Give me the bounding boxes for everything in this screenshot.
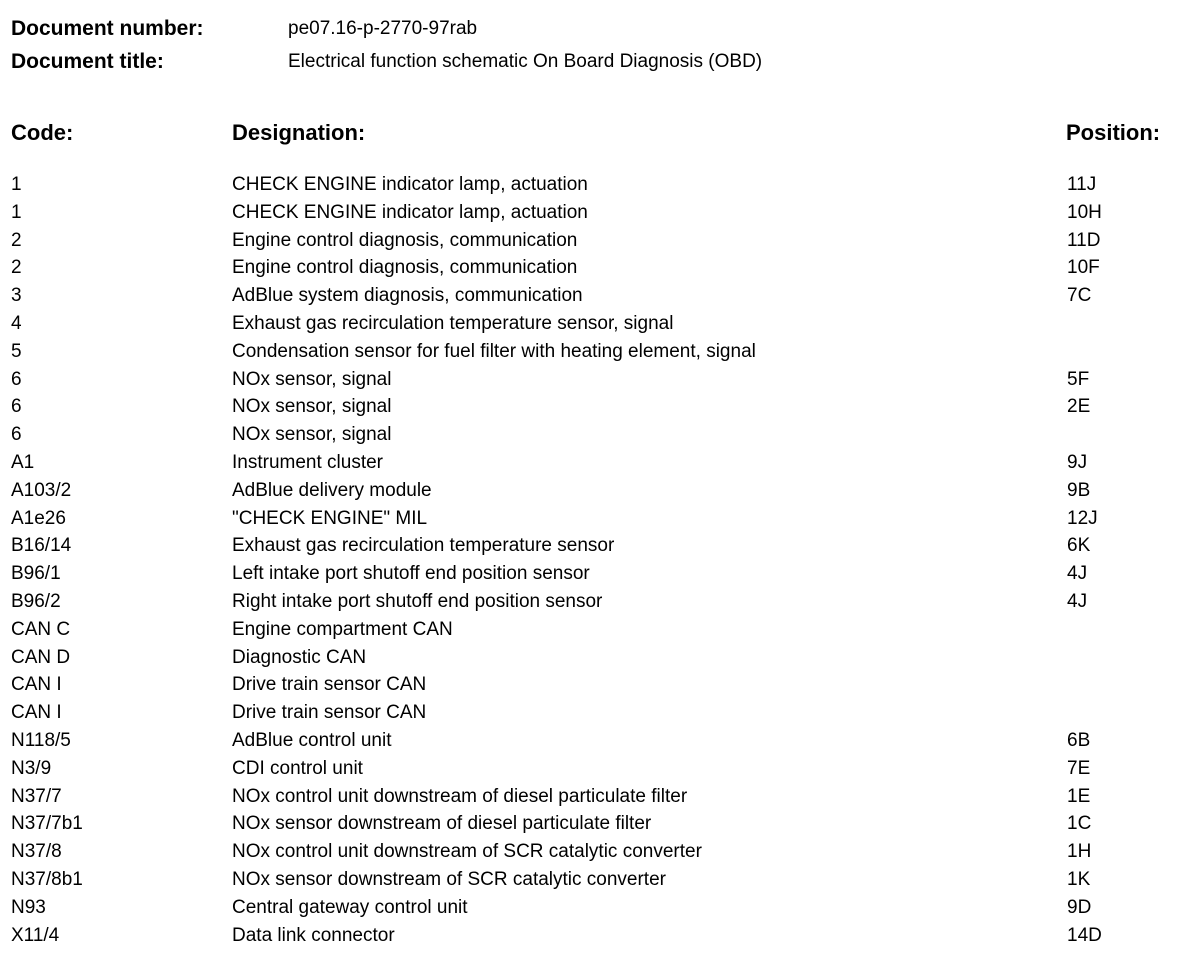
row-designation: Condensation sensor for fuel filter with heating element, signal — [232, 340, 756, 362]
row-code: N118/5 — [11, 729, 71, 751]
row-position: 4J — [1067, 563, 1088, 585]
column-header-code: Code: — [11, 120, 74, 145]
row-code: A1 — [11, 451, 35, 473]
row-designation: NOx sensor, signal — [232, 368, 392, 390]
column-header-position: Position: — [1066, 120, 1161, 145]
row-designation: Instrument cluster — [232, 451, 383, 473]
row-designation: NOx control unit downstream of SCR catalytic converter — [232, 841, 702, 863]
row-position: 11D — [1067, 229, 1101, 251]
table-row — [0, 671, 1182, 699]
row-position: 7E — [1067, 757, 1091, 779]
row-position: 14D — [1067, 924, 1102, 946]
table-row — [0, 810, 1182, 838]
row-code: 4 — [11, 312, 22, 334]
row-designation: Drive train sensor CAN — [232, 674, 427, 696]
row-code: N37/7b1 — [11, 813, 83, 835]
row-position: 2E — [1067, 396, 1091, 418]
table-row — [0, 783, 1182, 811]
row-designation: Drive train sensor CAN — [232, 702, 427, 724]
row-designation: Exhaust gas recirculation temperature sensor, signal — [232, 312, 674, 334]
row-designation: Right intake port shutoff end position sensor — [232, 590, 603, 612]
table-row — [0, 393, 1182, 421]
document-title-value: Electrical function schematic On Board Diagnosis (OBD) — [288, 51, 763, 72]
row-designation: NOx sensor, signal — [232, 424, 392, 446]
table-row — [0, 505, 1182, 533]
row-code: B96/1 — [11, 563, 61, 585]
row-position: 1K — [1067, 868, 1091, 890]
table-row — [0, 227, 1182, 255]
table-row — [0, 310, 1182, 338]
row-designation: AdBlue system diagnosis, communication — [232, 285, 583, 307]
row-code: 6 — [11, 368, 22, 390]
row-designation: Diagnostic CAN — [232, 646, 367, 668]
row-position: 1H — [1067, 841, 1092, 863]
row-code: N37/8b1 — [11, 868, 83, 890]
table-row — [0, 421, 1182, 449]
row-code: N37/8 — [11, 841, 62, 863]
table-row — [0, 894, 1182, 922]
row-code: CAN I — [11, 702, 62, 724]
table-row — [0, 254, 1182, 282]
table-row — [0, 171, 1182, 199]
row-designation: CHECK ENGINE indicator lamp, actuation — [232, 201, 588, 223]
row-code: 6 — [11, 424, 22, 446]
row-designation: Central gateway control unit — [232, 896, 468, 918]
row-code: 2 — [11, 257, 22, 279]
table-row — [0, 477, 1182, 505]
table-row — [0, 838, 1182, 866]
row-designation: Exhaust gas recirculation temperature sensor — [232, 535, 615, 557]
row-code: CAN I — [11, 674, 62, 696]
table-row — [0, 866, 1182, 894]
document-number-row — [11, 16, 477, 42]
row-code: CAN D — [11, 646, 71, 668]
table-row — [0, 644, 1182, 672]
document-number-value: pe07.16-p-2770-97rab — [288, 18, 478, 39]
row-code: 3 — [11, 285, 22, 307]
row-designation: CHECK ENGINE indicator lamp, actuation — [232, 174, 588, 195]
row-code: A103/2 — [11, 479, 72, 501]
row-position: 9D — [1067, 896, 1092, 918]
row-position: 12J — [1067, 507, 1098, 529]
row-designation: AdBlue delivery module — [232, 479, 432, 501]
column-header-designation: Designation: — [232, 120, 366, 145]
document-title-row — [11, 49, 762, 75]
row-designation: NOx control unit downstream of diesel particulate filter — [232, 785, 688, 807]
table-row — [0, 727, 1182, 755]
row-designation: Data link connector — [232, 924, 395, 946]
table-row — [0, 699, 1182, 727]
table-row — [0, 449, 1182, 477]
table-row — [0, 588, 1182, 616]
row-code: 1 — [11, 201, 22, 223]
table-row — [0, 616, 1182, 644]
row-code: N3/9 — [11, 757, 52, 779]
row-position: 1C — [1067, 813, 1092, 835]
row-code: 6 — [11, 396, 22, 418]
row-position: 9B — [1067, 479, 1091, 501]
row-code: 2 — [11, 229, 22, 251]
table-row — [0, 922, 1182, 950]
row-code: B16/14 — [11, 535, 72, 557]
row-code: A1e26 — [11, 507, 66, 529]
table-row — [0, 366, 1182, 394]
row-designation: NOx sensor downstream of SCR catalytic converter — [232, 868, 666, 890]
row-position: 9J — [1067, 451, 1088, 473]
table-row — [0, 532, 1182, 560]
row-designation: Engine compartment CAN — [232, 618, 453, 640]
legend-table-body — [0, 171, 1182, 949]
row-position: 11J — [1067, 174, 1097, 195]
row-designation: Left intake port shutoff end position sensor — [232, 563, 590, 585]
document-title-label: Document title: — [11, 50, 164, 73]
row-code: X11/4 — [11, 924, 60, 946]
document-number-label: Document number: — [11, 17, 204, 40]
row-code: CAN C — [11, 618, 71, 640]
row-position: 5F — [1067, 368, 1090, 390]
row-designation: "CHECK ENGINE" MIL — [232, 507, 428, 529]
row-position: 4J — [1067, 590, 1088, 612]
table-row — [0, 199, 1182, 227]
row-position: 1E — [1067, 785, 1091, 807]
row-designation: CDI control unit — [232, 757, 363, 779]
row-position: 6B — [1067, 729, 1091, 751]
row-position: 10F — [1067, 257, 1100, 279]
row-position: 10H — [1067, 201, 1102, 223]
table-row — [0, 282, 1182, 310]
row-position: 7C — [1067, 285, 1092, 307]
table-row — [0, 560, 1182, 588]
row-code: 1 — [11, 174, 22, 195]
row-position: 6K — [1067, 535, 1091, 557]
row-code: N37/7 — [11, 785, 62, 807]
table-row — [0, 755, 1182, 783]
row-designation: Engine control diagnosis, communication — [232, 257, 578, 279]
row-designation: Engine control diagnosis, communication — [232, 229, 578, 251]
table-row — [0, 338, 1182, 366]
row-code: 5 — [11, 340, 22, 362]
row-designation: NOx sensor downstream of diesel particulate filter — [232, 813, 652, 835]
row-designation: NOx sensor, signal — [232, 396, 392, 418]
row-code: N93 — [11, 896, 46, 918]
row-designation: AdBlue control unit — [232, 729, 392, 751]
row-code: B96/2 — [11, 590, 61, 612]
